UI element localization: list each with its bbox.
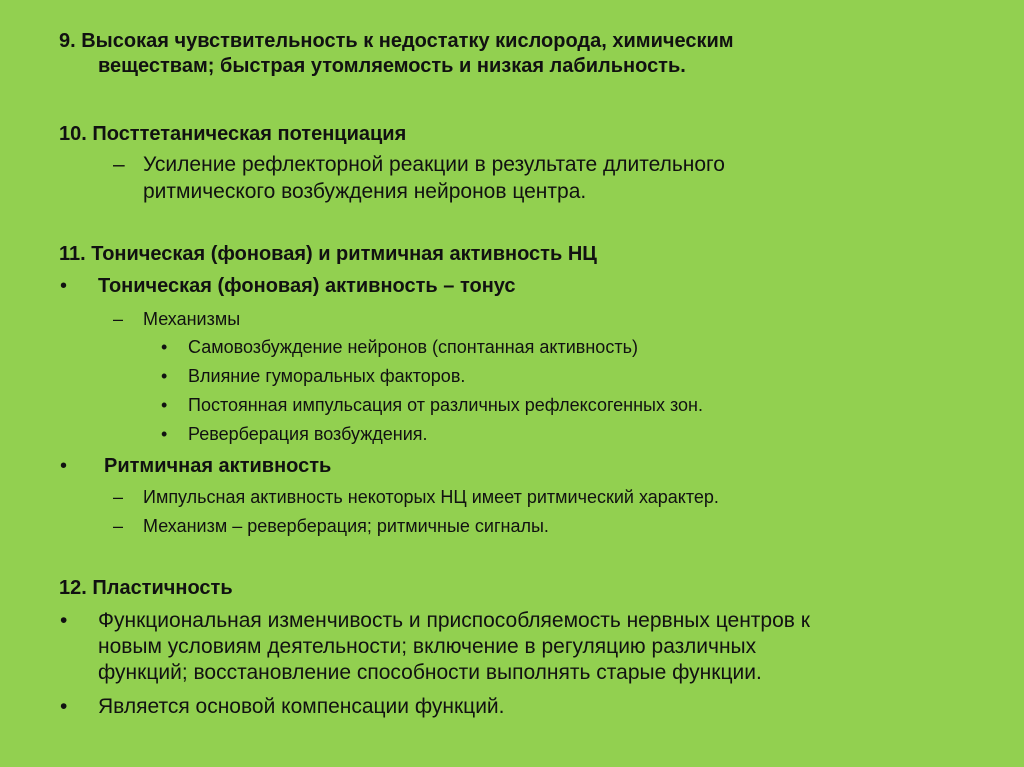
bullet-marker: • (60, 275, 68, 297)
dash-marker: – (113, 516, 124, 536)
section-11-heading: 11. Тоническая (фоновая) и ритмичная активность НЦ (59, 243, 597, 265)
section-9-line-2: веществам; быстрая утомляемость и низкая лабильность. (98, 55, 686, 77)
bullet-marker: • (161, 366, 168, 386)
rhythmic-item: Механизм – реверберация; ритмичные сигналы. (143, 516, 549, 536)
dash-marker: – (113, 487, 124, 507)
section-10-heading: 10. Посттетаническая потенциация (59, 123, 407, 145)
plasticity-item-2: Является основой компенсации функций. (98, 695, 505, 718)
tonic-activity-title: Тоническая (фоновая) активность – тонус (98, 275, 516, 297)
plasticity-item-line-3: функций; восстановление способности выполнять старые функции. (98, 661, 762, 684)
plasticity-item-line-2: новым условиям деятельности; включение в регуляцию различных (98, 635, 757, 658)
bullet-marker: • (60, 609, 68, 632)
section-9-line-1: 9. Высокая чувствительность к недостатку кислорода, химическим (59, 30, 734, 52)
mechanism-item: Влияние гуморальных факторов. (188, 366, 466, 386)
plasticity-item-line-1: Функциональная изменчивость и приспособляемость нервных центров к (98, 609, 810, 632)
bullet-marker: • (60, 695, 68, 718)
rhythmic-item: Импульсная активность некоторых НЦ имеет ритмический характер. (143, 487, 719, 507)
rhythmic-activity-title: Ритмичная активность (104, 455, 332, 477)
bullet-marker: • (161, 337, 168, 357)
dash-marker: – (113, 153, 125, 176)
section-12-heading: 12. Пластичность (59, 577, 233, 599)
dash-marker: – (113, 309, 124, 329)
bullet-marker: • (161, 424, 168, 444)
mechanisms-label: Механизмы (143, 309, 241, 329)
mechanism-item: Постоянная импульсация от различных рефлексогенных зон. (188, 395, 703, 415)
section-10-item-line-1: Усиление рефлекторной реакции в результате длительного (143, 153, 725, 176)
bullet-marker: • (60, 455, 68, 477)
mechanism-item: Самовозбуждение нейронов (спонтанная активность) (188, 337, 638, 357)
bullet-marker: • (161, 395, 168, 415)
section-10-item-line-2: ритмического возбуждения нейронов центра. (143, 180, 587, 203)
mechanism-item: Реверберация возбуждения. (188, 424, 428, 444)
